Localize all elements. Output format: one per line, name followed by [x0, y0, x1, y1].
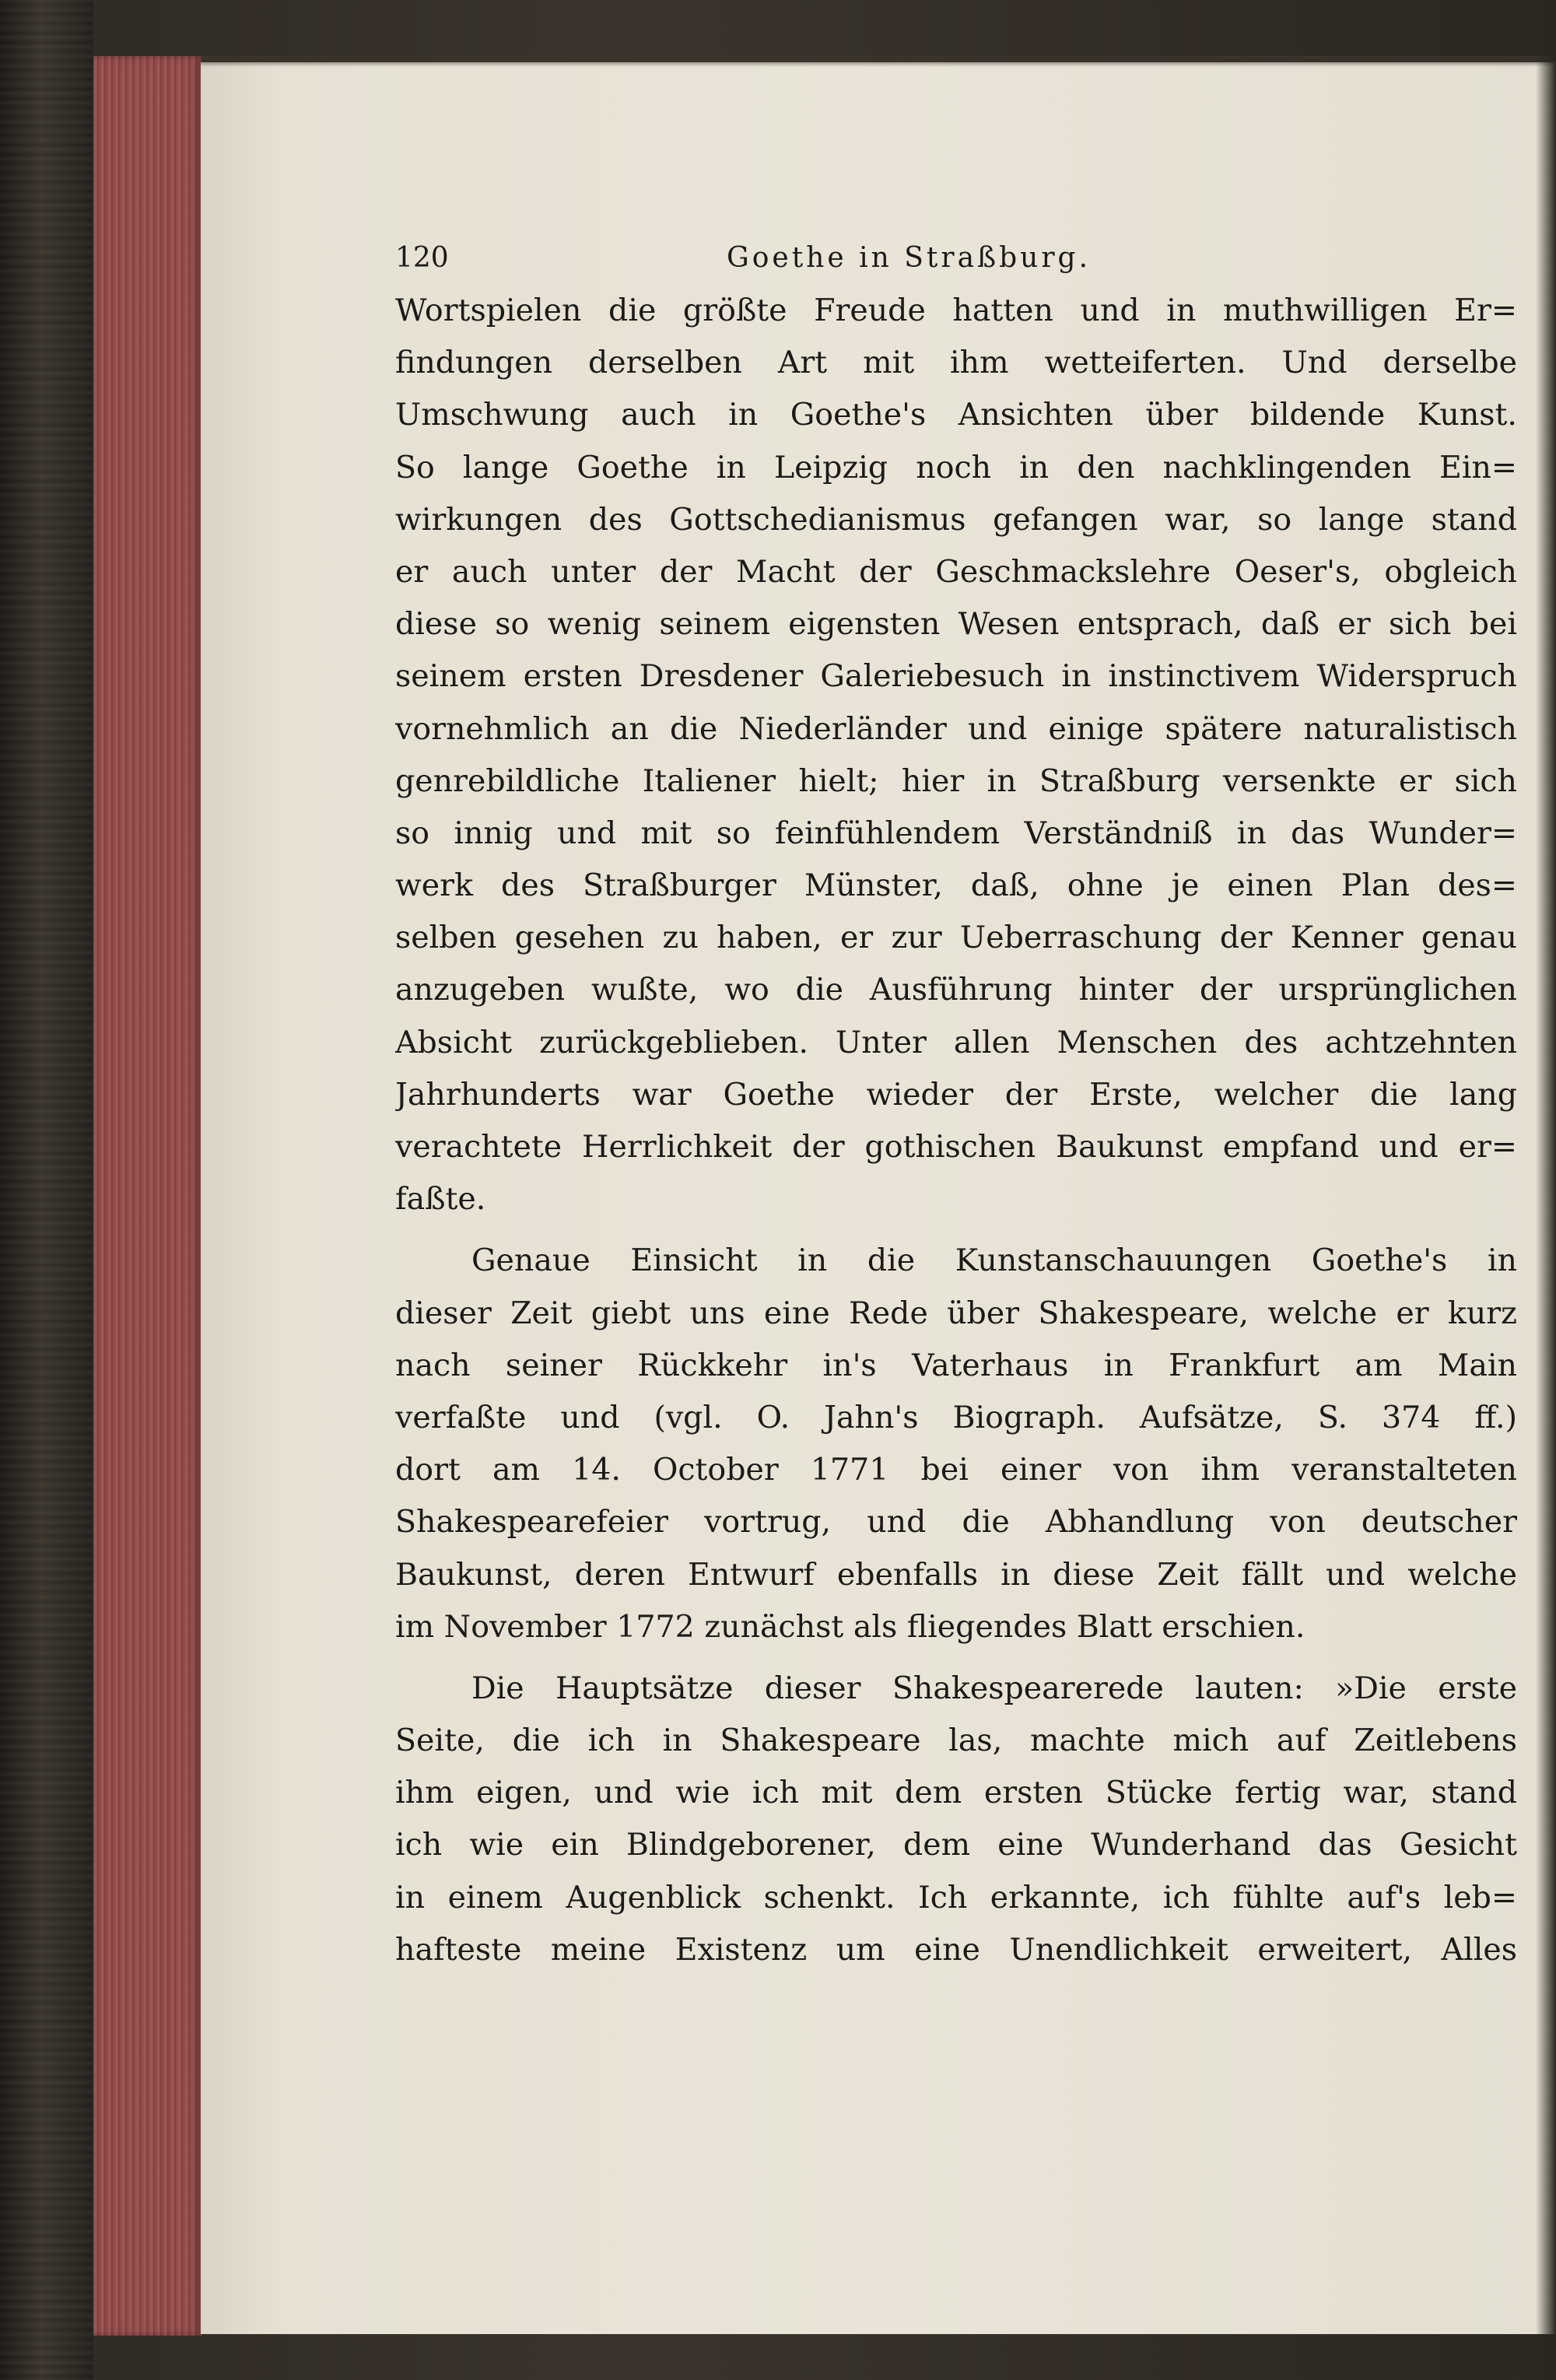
text-line: findungen derselben Art mit ihm wetteiferten. Und derselbe	[395, 345, 1517, 381]
text-line: so innig und mit so feinfühlendem Verständniß in das Wunder=	[395, 815, 1517, 851]
text-line: Umschwung auch in Goethe's Ansichten über bildende Kunst.	[395, 397, 1517, 433]
text-line: verachtete Herrlichkeit der gothischen Baukunst empfand und er=	[395, 1129, 1517, 1165]
text-line: genrebildliche Italiener hielt; hier in Straßburg versenkte er sich	[395, 762, 1517, 799]
page-top-shadow	[201, 56, 1556, 67]
paragraph-gap	[395, 1653, 1517, 1663]
text-line: verfaßte und (vgl. O. Jahn's Biograph. Aufsätze, S. 374 ff.)	[395, 1399, 1517, 1435]
text-line: Seite, die ich in Shakespeare las, machte mich auf Zeitlebens	[395, 1723, 1517, 1759]
text-line: Wortspielen die größte Freude hatten und in muthwilligen Er=	[395, 293, 1517, 328]
text-line: Genaue Einsicht in die Kunstanschauungen Goethe's in	[471, 1243, 1517, 1279]
text-line: diese so wenig seinem eigensten Wesen entsprach, daß er sich bei	[395, 606, 1517, 643]
text-line: hafteste meine Existenz um eine Unendlichkeit erweitert, Alles	[395, 1931, 1517, 1968]
text-line: seinem ersten Dresdener Galeriebesuch in instinctivem Widerspruch	[395, 658, 1517, 695]
text-line: Jahrhunderts war Goethe wieder der Erste, welcher die lang	[395, 1076, 1517, 1113]
text-line: Absicht zurückgeblieben. Unter allen Menschen des achtzehnten	[395, 1024, 1517, 1060]
text-line: Shakespearefeier vortrug, und die Abhandlung von deutscher	[395, 1504, 1517, 1541]
running-head: Goethe in Straßburg.	[726, 242, 1092, 274]
book-cover-edge	[0, 0, 93, 2380]
text-line: im November 1772 zunächst als fliegendes Blatt erschien.	[395, 1608, 1305, 1645]
text-line: er auch unter der Macht der Geschmackslehre Oeser's, obgleich	[395, 553, 1517, 590]
text-line: vornehmlich an die Niederländer und einige spätere naturalistisch	[395, 710, 1517, 747]
page-edges	[93, 56, 202, 2336]
text-line: dort am 14. October 1771 bei einer von ihm veranstalteten	[395, 1452, 1517, 1488]
text-line: Baukunst, deren Entwurf ebenfalls in diese Zeit fällt und welche	[395, 1556, 1517, 1593]
text-line: Die Hauptsätze dieser Shakespearerede lauten: »Die erste	[471, 1670, 1517, 1706]
page-number: 120	[395, 242, 449, 274]
text-line: anzugeben wußte, wo die Ausführung hinter der ursprünglichen	[395, 972, 1517, 1008]
gutter-shadow	[1536, 0, 1556, 2380]
text-line: selben gesehen zu haben, er zur Ueberraschung der Kenner genau	[395, 920, 1517, 956]
body-text	[395, 285, 1517, 1976]
text-line: wirkungen des Gottschedianismus gefangen war, so lange stand	[395, 501, 1517, 538]
page-header	[395, 235, 1516, 282]
text-line: ihm eigen, und wie ich mit dem ersten Stücke fertig war, stand	[395, 1775, 1517, 1811]
text-line: nach seiner Rückkehr in's Vaterhaus in Frankfurt am Main	[395, 1347, 1517, 1383]
text-line: dieser Zeit giebt uns eine Rede über Shakespeare, welche er kurz	[395, 1295, 1517, 1331]
text-line: ich wie ein Blindgeborener, dem eine Wunderhand das Gesicht	[395, 1827, 1517, 1863]
paragraph-gap	[395, 1225, 1517, 1235]
text-line: faßte.	[395, 1181, 486, 1218]
text-line: in einem Augenblick schenkt. Ich erkannte, ich fühlte auf's leb=	[395, 1879, 1517, 1916]
text-line: So lange Goethe in Leipzig noch in den nachklingenden Ein=	[395, 449, 1517, 485]
text-line: werk des Straßburger Münster, daß, ohne je einen Plan des=	[395, 868, 1517, 904]
